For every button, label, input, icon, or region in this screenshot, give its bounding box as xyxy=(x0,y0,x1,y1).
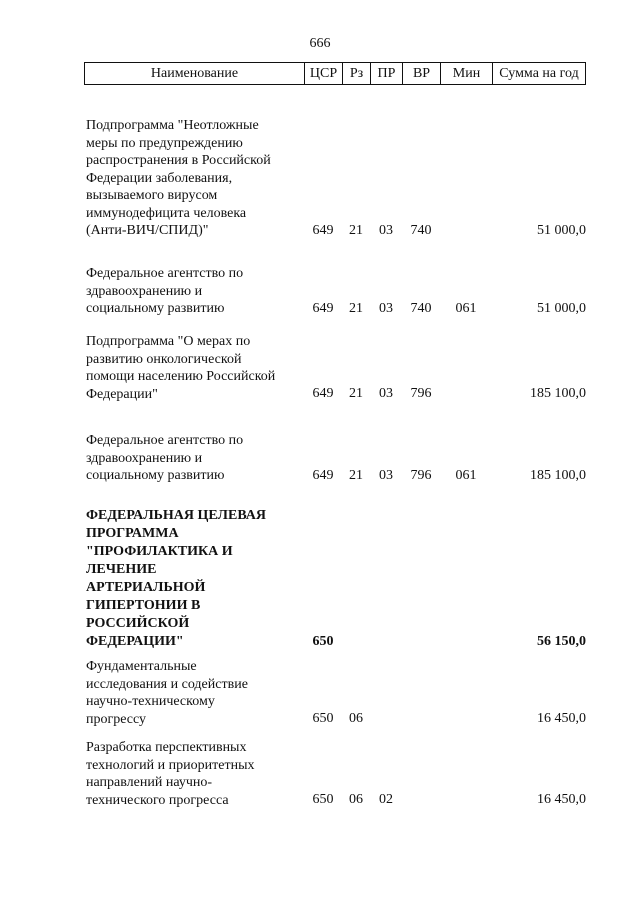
row-sum: 185 100,0 xyxy=(530,386,586,401)
row-rz: 06 xyxy=(349,792,363,807)
row-sum: 16 450,0 xyxy=(537,792,586,807)
row-name: Федеральное агентство по здравоохранению и социальному развитию xyxy=(86,266,244,316)
header-min: Мин xyxy=(440,63,492,84)
row-sum: 56 150,0 xyxy=(537,634,586,649)
row-vr: 740 xyxy=(410,223,432,238)
row-name: Подпрограмма "О мерах по развитию онкологической помощи населению Российской Федерации" xyxy=(86,334,276,402)
row-pr: 03 xyxy=(379,301,393,316)
row-sum: 51 000,0 xyxy=(537,223,586,238)
row-csr: 649 xyxy=(312,301,334,316)
row-vr: 796 xyxy=(410,468,432,483)
row-rz: 21 xyxy=(349,301,363,316)
row-vr: 796 xyxy=(410,386,432,401)
row-csr: 649 xyxy=(312,223,334,238)
header-sum: Сумма на год xyxy=(492,63,586,84)
row-sum: 185 100,0 xyxy=(530,468,586,483)
header-csr: ЦСР xyxy=(304,63,342,84)
row-rz: 21 xyxy=(349,223,363,238)
page-number: 666 xyxy=(309,36,331,51)
row-csr: 650 xyxy=(312,634,334,649)
row-pr: 03 xyxy=(379,386,393,401)
row-rz: 06 xyxy=(349,711,363,726)
row-rz: 21 xyxy=(349,468,363,483)
row-csr: 650 xyxy=(312,792,334,807)
row-pr: 03 xyxy=(379,468,393,483)
row-pr: 03 xyxy=(379,223,393,238)
row-sum: 51 000,0 xyxy=(537,301,586,316)
header-vr: ВР xyxy=(402,63,440,84)
row-name: Разработка перспективных технологий и приоритетных направлений научно- технического прогресса xyxy=(86,740,255,808)
row-name: Подпрограмма "Неотложные меры по предупреждению распространения в Российской Федерации заболевания, вызываемого вирусом иммунодефицита человека (Анти-ВИЧ/СПИД)" xyxy=(86,118,271,238)
row-sum: 16 450,0 xyxy=(537,711,586,726)
row-name: Фундаментальные исследования и содействие научно-техническому прогрессу xyxy=(86,659,248,727)
row-csr: 649 xyxy=(312,386,334,401)
program-name: ФЕДЕРАЛЬНАЯ ЦЕЛЕВАЯ ПРОГРАММА "ПРОФИЛАКТИКА И ЛЕЧЕНИЕ АРТЕРИАЛЬНОЙ ГИПЕРТОНИИ В РОССИЙСКОЙ ФЕДЕРАЦИИ" xyxy=(86,508,266,649)
row-name: Федеральное агентство по здравоохранению и социальному развитию xyxy=(86,433,244,483)
row-rz: 21 xyxy=(349,386,363,401)
row-min: 061 xyxy=(455,301,477,316)
row-csr: 649 xyxy=(312,468,334,483)
header-rz: Рз xyxy=(342,63,370,84)
row-vr: 740 xyxy=(410,301,432,316)
row-csr: 650 xyxy=(312,711,334,726)
row-pr: 02 xyxy=(379,792,393,807)
header-name: Наименование xyxy=(84,63,304,84)
table-header xyxy=(84,62,586,85)
row-min: 061 xyxy=(455,468,477,483)
header-pr: ПР xyxy=(370,63,402,84)
